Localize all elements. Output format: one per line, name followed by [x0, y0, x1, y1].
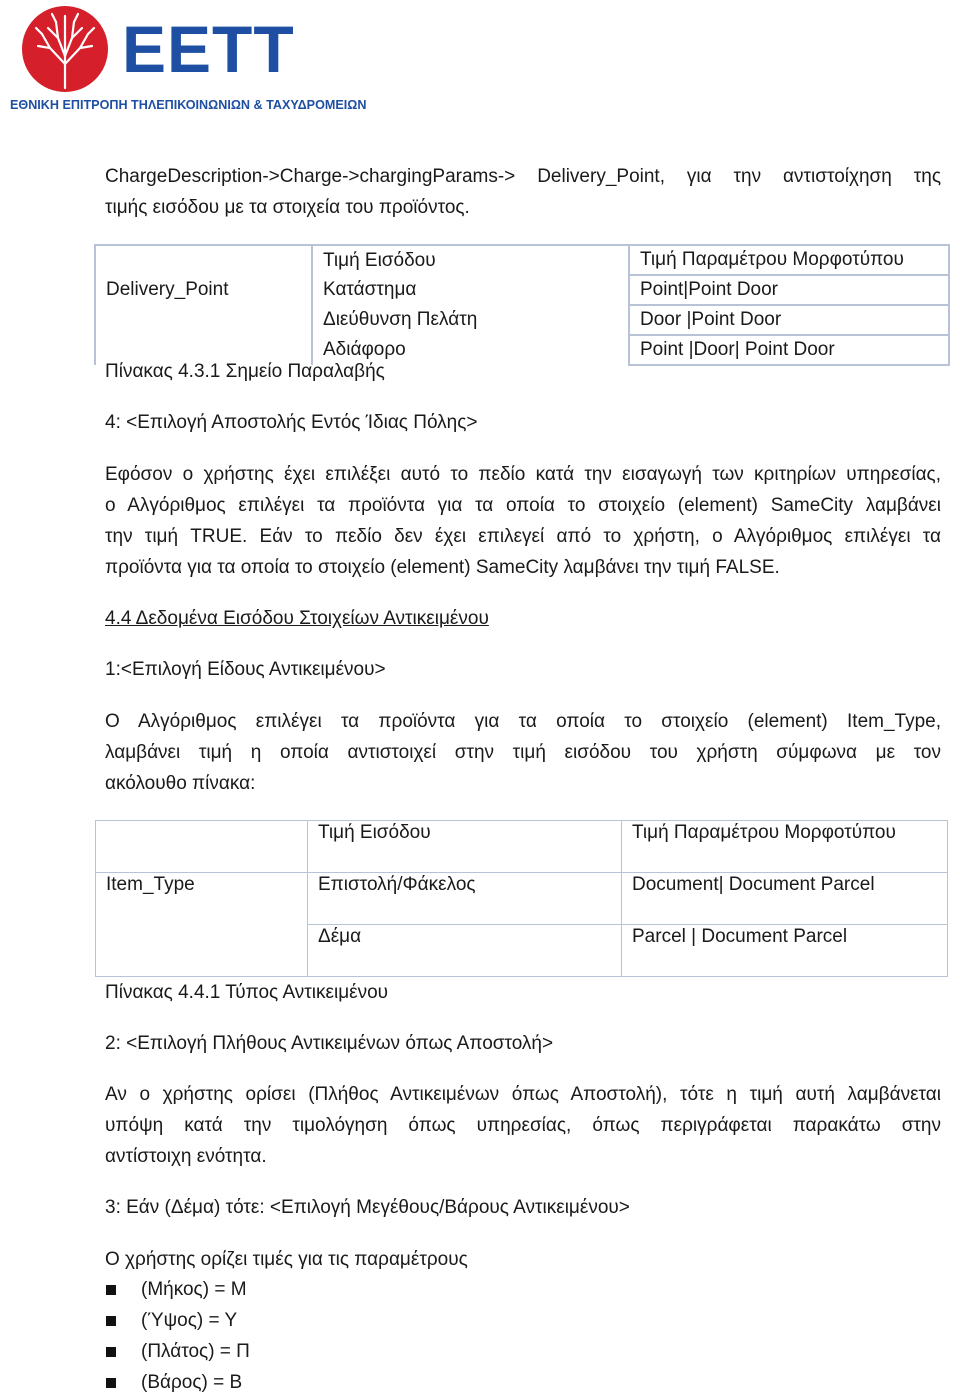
table-cell: Door |Point Door — [629, 305, 949, 335]
table2-caption: Πίνακας 4.4.1 Τύπος Αντικειμένου — [105, 982, 389, 1003]
section4-line-3: την τιμή TRUE. Εάν το πεδίο δεν έχει επιλεγεί από το χρήστη, ο Αλγόριθμος επιλέγει τα — [105, 526, 941, 547]
list-item: (Ύψος) = Υ — [141, 1310, 238, 1331]
item1-title: 1:<Επιλογή Είδους Αντικειμένου> — [105, 659, 386, 680]
org-name: ΕΘΝΙΚΗ ΕΠΙΤΡΟΠΗ ΤΗΛΕΠΙΚΟΙΝΩΝΙΩΝ & ΤΑΧΥΔΡΟΜΕΙΩΝ — [10, 98, 367, 112]
table-cell: Κατάστημα — [312, 275, 629, 305]
item3-intro: Ο χρήστης ορίζει τιμές για τις παραμέτρους — [105, 1249, 468, 1270]
table-cell — [96, 925, 308, 977]
tree-logo-icon — [20, 4, 110, 94]
table-cell — [96, 821, 308, 873]
table-element-name: Item_Type — [96, 873, 308, 925]
item2-line-3: αντίστοιχη ενότητα. — [105, 1146, 267, 1167]
bullet-icon — [106, 1316, 116, 1326]
list-item: (Βάρος) = Β — [141, 1372, 243, 1393]
table-element-name: Delivery_Point — [95, 275, 312, 305]
heading-4-4: 4.4 Δεδομένα Εισόδου Στοιχείων Αντικειμένου — [105, 608, 489, 629]
table-cell: Διεύθυνση Πελάτη — [312, 305, 629, 335]
table-cell: Αδιάφορο — [312, 335, 629, 365]
bullet-icon — [106, 1347, 116, 1357]
brand-wordmark: ΕΕΤΤ — [122, 12, 295, 86]
intro-line-1: ChargeDescription->Charge->chargingParams-> Delivery_Point, για την αντιστοίχηση της — [105, 166, 941, 187]
table-header-param: Τιμή Παραμέτρου Μορφοτύπου — [622, 821, 948, 873]
table-cell — [95, 245, 312, 275]
table-cell: Επιστολή/Φάκελος — [308, 873, 622, 925]
table-cell: Point|Point Door — [629, 275, 949, 305]
section4-line-4: προϊόντα για τα οποία το στοιχείο (element) SameCity λαμβάνει την τιμή FALSE. — [105, 557, 780, 578]
table-cell: Document| Document Parcel — [622, 873, 948, 925]
item2-title: 2: <Επιλογή Πλήθους Αντικειμένων όπως Αποστολή> — [105, 1033, 554, 1054]
table-cell: Point |Door| Point Door — [629, 335, 949, 365]
table-cell — [95, 305, 312, 335]
bullet-icon — [106, 1285, 116, 1295]
table-cell: Δέμα — [308, 925, 622, 977]
table-header-input: Τιμή Εισόδου — [312, 245, 629, 275]
header-logo — [4, 2, 367, 114]
table-header-input: Τιμή Εισόδου — [308, 821, 622, 873]
table-header-param: Τιμή Παραμέτρου Μορφοτύπου — [629, 245, 949, 275]
section4-title: 4: <Επιλογή Αποστολής Εντός Ίδιας Πόλης> — [105, 412, 478, 433]
item1-line-2: λαμβάνει τιμή η οποία αντιστοιχεί στην τιμή εισόδου του χρήστη σύμφωνα με τον — [105, 742, 941, 763]
intro-line-2: τιμής εισόδου με τα στοιχεία του προϊόντος. — [105, 197, 470, 218]
item-type-table — [95, 820, 948, 977]
item1-line-3: ακόλουθο πίνακα: — [105, 773, 256, 794]
list-item: (Πλάτος) = Π — [141, 1341, 250, 1362]
item1-line-1: Ο Αλγόριθμος επιλέγει τα προϊόντα για τα οποία το στοιχείο (element) Item_Type, — [105, 711, 941, 732]
item3-title: 3: Εάν (Δέμα) τότε: <Επιλογή Μεγέθους/Βάρους Αντικειμένου> — [105, 1197, 630, 1218]
table1-caption: Πίνακας 4.3.1 Σημείο Παραλαβής — [105, 361, 385, 382]
delivery-point-table — [94, 244, 950, 366]
bullet-icon — [106, 1378, 116, 1388]
section4-line-1: Εφόσον ο χρήστης έχει επιλέξει αυτό το πεδίο κατά την εισαγωγή των κριτηρίων υπηρεσίας, — [105, 464, 941, 485]
item2-line-1: Αν ο χρήστης ορίσει (Πλήθος Αντικειμένων όπως Αποστολή), τότε η τιμή αυτή λαμβάνεται — [105, 1084, 941, 1105]
table-cell: Parcel | Document Parcel — [622, 925, 948, 977]
list-item: (Μήκος) = Μ — [141, 1279, 247, 1300]
item2-line-2: υπόψη κατά την τιμολόγηση όπως υπηρεσίας, όπως περιγράφεται παρακάτω στην — [105, 1115, 941, 1136]
section4-line-2: ο Αλγόριθμος επιλέγει τα προϊόντα για τα οποία το στοιχείο (element) SameCity λαμβάνει — [105, 495, 941, 516]
